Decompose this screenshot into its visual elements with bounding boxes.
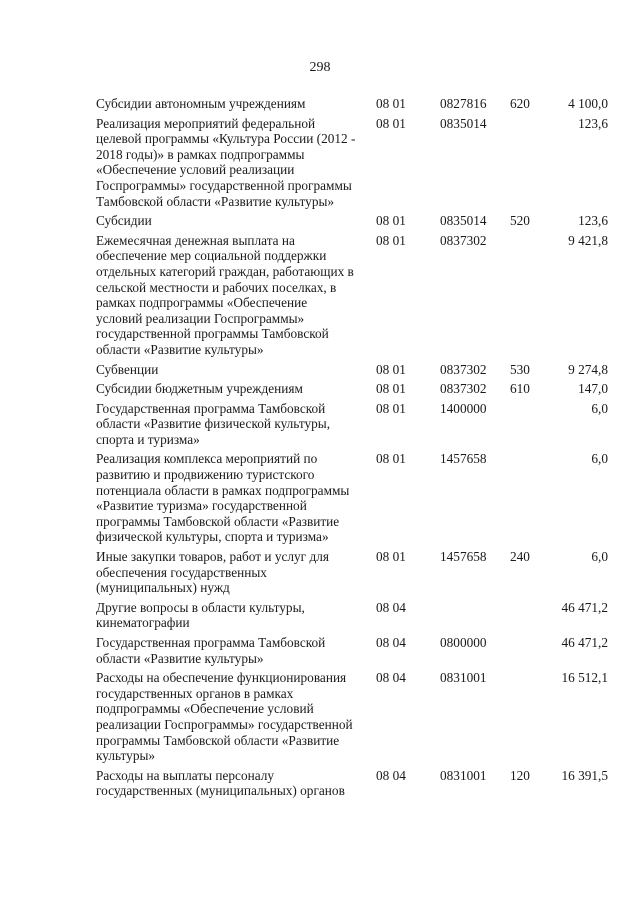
row-name: Субсидии бюджетным учреждениям: [96, 381, 303, 397]
row-expense-type: 530: [510, 361, 530, 377]
row-name: Субсидии: [96, 213, 152, 229]
row-amount: 123,6: [578, 115, 608, 131]
table-row: [96, 381, 608, 397]
row-amount: 123,6: [578, 213, 608, 229]
row-name: Реализация комплекса мероприятий по развитию и продвижению туристского потенциала области в рамках подпрограммы «Развитие туризма» государственной программы Тамбовской области «Развитие физической культуры, спорта и туризма»: [96, 451, 350, 545]
row-section-code: 08 04: [376, 599, 406, 615]
row-amount: 9 421,8: [568, 232, 608, 248]
table-row: [96, 401, 608, 448]
row-amount: 9 274,8: [568, 361, 608, 377]
table-row: [96, 768, 608, 799]
row-amount: 6,0: [591, 549, 608, 565]
row-target-code: 0800000: [440, 635, 487, 650]
row-section-code: 08 04: [376, 670, 406, 686]
row-name: Расходы на выплаты персоналу государственных (муниципальных) органов: [96, 767, 345, 799]
table-row: [96, 96, 608, 112]
row-expense-type: 620: [510, 96, 530, 111]
row-section-code: 08 04: [376, 767, 406, 783]
row-amount: 46 471,2: [561, 599, 608, 615]
row-expense-type: 520: [510, 213, 530, 229]
row-section-code: 08 04: [376, 635, 406, 650]
table-row: [96, 600, 608, 631]
row-section-code: 08 01: [376, 232, 406, 248]
row-section-code: 08 01: [376, 213, 406, 229]
table-row: [96, 233, 608, 358]
row-target-code: [440, 600, 504, 631]
row-name: Ежемесячная денежная выплата на обеспечение мер социальной поддержки отдельных категорий граждан, работающих в сельской местности и рабочих поселках, в рамках подпрограммы «Обеспечение условий реализации Госпрограммы» государственной программы Тамбовской области «Развитие культуры»: [96, 232, 354, 357]
row-section-code: 08 01: [376, 400, 406, 416]
row-name: Иные закупки товаров, работ и услуг для обеспечения государственных (муниципальных) нужд: [96, 549, 329, 596]
row-amount: 6,0: [591, 400, 608, 416]
row-section-code: 08 01: [376, 549, 406, 565]
row-name: Государственная программа Тамбовской области «Развитие культуры»: [96, 635, 326, 666]
row-amount: 147,0: [578, 381, 608, 397]
row-expense-type: 120: [510, 767, 530, 783]
row-target-code: 0835014: [440, 213, 487, 229]
row-target-code: 1457658: [440, 451, 487, 467]
table-row: [96, 670, 608, 764]
table-row: [96, 549, 608, 596]
row-target-code: 0827816: [440, 96, 487, 111]
row-expense-type: [510, 401, 544, 448]
row-expense-type: [510, 451, 544, 545]
row-name: Государственная программа Тамбовской области «Развитие физической культуры, спорта и туризма»: [96, 400, 331, 447]
table-row: [96, 362, 608, 378]
table-row: [96, 116, 608, 210]
row-expense-type: [510, 600, 544, 631]
table-row: [96, 213, 608, 229]
row-expense-type: [510, 670, 544, 764]
row-section-code: 08 01: [376, 115, 406, 131]
row-target-code: 0831001: [440, 767, 487, 783]
row-target-code: 0837302: [440, 232, 487, 248]
row-section-code: 08 01: [376, 451, 406, 467]
row-section-code: 08 01: [376, 361, 406, 377]
row-amount: 6,0: [591, 451, 608, 467]
row-expense-type: [510, 116, 544, 210]
row-target-code: 0837302: [440, 381, 487, 397]
row-amount: 46 471,2: [561, 635, 608, 650]
row-section-code: 08 01: [376, 96, 406, 111]
row-target-code: 0831001: [440, 670, 487, 686]
budget-table: [96, 96, 608, 803]
table-row: [96, 635, 608, 666]
row-amount: 16 512,1: [561, 670, 608, 686]
row-amount: 16 391,5: [561, 767, 608, 783]
row-expense-type: 240: [510, 549, 530, 565]
row-target-code: 1457658: [440, 549, 487, 565]
row-expense-type: 610: [510, 381, 530, 397]
row-name: Субвенции: [96, 361, 159, 377]
row-target-code: 0835014: [440, 115, 487, 131]
table-row: [96, 451, 608, 545]
row-name: Реализация мероприятий федеральной целевой программы «Культура России (2012 - 2018 годы)» в рамках подпрограммы «Обеспечение условий реализации Госпрограммы» государственной программы Тамбовской области «Развитие культуры»: [96, 115, 356, 209]
row-amount: 4 100,0: [568, 96, 608, 111]
row-name: Расходы на обеспечение функционирования государственных органов в рамках подпрограммы «Обеспечение условий реализации Госпрограммы» государственной программы Тамбовской области «Развитие культуры»: [96, 670, 353, 764]
row-expense-type: [510, 635, 544, 666]
row-name: Субсидии автономным учреждениям: [96, 96, 306, 111]
row-section-code: 08 01: [376, 381, 406, 397]
row-name: Другие вопросы в области культуры, кинематографии: [96, 599, 305, 631]
row-target-code: 1400000: [440, 400, 487, 416]
row-target-code: 0837302: [440, 361, 487, 377]
page-number: 298: [309, 60, 331, 75]
row-expense-type: [510, 233, 544, 358]
